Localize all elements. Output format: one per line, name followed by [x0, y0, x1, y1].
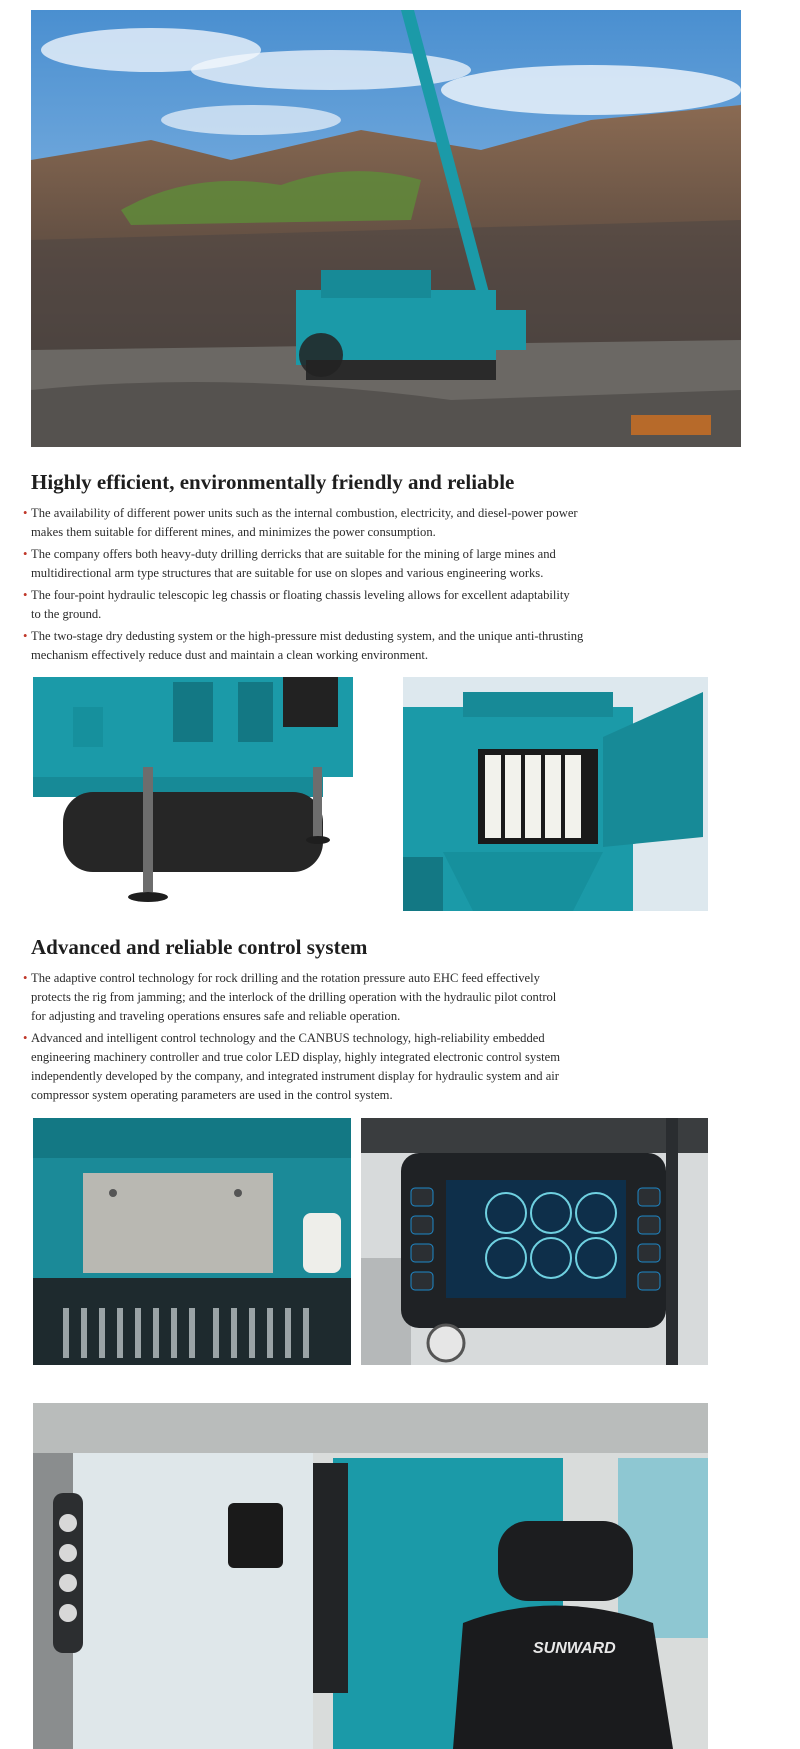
- seat-brand-logo: SUNWARD: [533, 1640, 616, 1657]
- photo-led-display: [361, 1118, 708, 1365]
- bullet-line: compressor system operating parameters are used in the control system.: [31, 1088, 393, 1102]
- bullet-line: for adjusting and traveling operations ensures safe and reliable operation.: [31, 1009, 401, 1023]
- bullet-line: to the ground.: [31, 607, 102, 621]
- list-item: [23, 545, 743, 583]
- photo-telescopic-leg-chassis: [33, 677, 363, 911]
- photo-dedusting-filter-box: [403, 677, 708, 911]
- bullet-line: • The two-stage dry dedusting system or the high-pressure mist dedusting system, and the unique anti-thrusting: [31, 629, 584, 643]
- list-item: [23, 969, 743, 1026]
- section1-bullet-list: [23, 504, 743, 668]
- bullet-line: engineering machinery controller and true color LED display, highly integrated electronic control system: [31, 1050, 560, 1064]
- list-item: [23, 586, 743, 624]
- list-item: [23, 627, 743, 665]
- list-item: [23, 504, 743, 542]
- section2-bullet-list: [23, 969, 743, 1108]
- bullet-line: mechanism effectively reduce dust and maintain a clean working environment.: [31, 648, 429, 662]
- photo-operator-cab: [33, 1403, 708, 1749]
- bullet-line: independently developed by the company, and integrated instrument display for hydraulic system and air: [31, 1069, 559, 1083]
- section2-heading: Advanced and reliable control system: [31, 935, 368, 959]
- bullet-line: makes them suitable for different mines, and minimizes the power consumption.: [31, 525, 436, 539]
- bullet-line: • The adaptive control technology for rock drilling and the rotation pressure auto EHC feed effectively: [31, 971, 540, 985]
- bullet-line: • The availability of different power units such as the internal combustion, electricity, and diesel-power power: [31, 506, 578, 520]
- bullet-line: protects the rig from jamming; and the interlock of the drilling operation with the hydraulic pilot control: [31, 990, 557, 1004]
- photo-controller-box: [33, 1118, 351, 1365]
- bullet-line: multidirectional arm type structures that are suitable for use on slopes and various engineering works.: [31, 566, 544, 580]
- bullet-line: • The company offers both heavy-duty drilling derricks that are suitable for the mining of large mines and: [31, 547, 556, 561]
- section1-heading: Highly efficient, environmentally friendly and reliable: [31, 470, 515, 494]
- bullet-line: • Advanced and intelligent control technology and the CANBUS technology, high-reliability embedded: [31, 1031, 545, 1045]
- list-item: [23, 1029, 743, 1105]
- bullet-line: • The four-point hydraulic telescopic leg chassis or floating chassis leveling allows for excellent adaptability: [31, 588, 570, 602]
- hero-photo-drilling-rig-quarry: [31, 10, 741, 447]
